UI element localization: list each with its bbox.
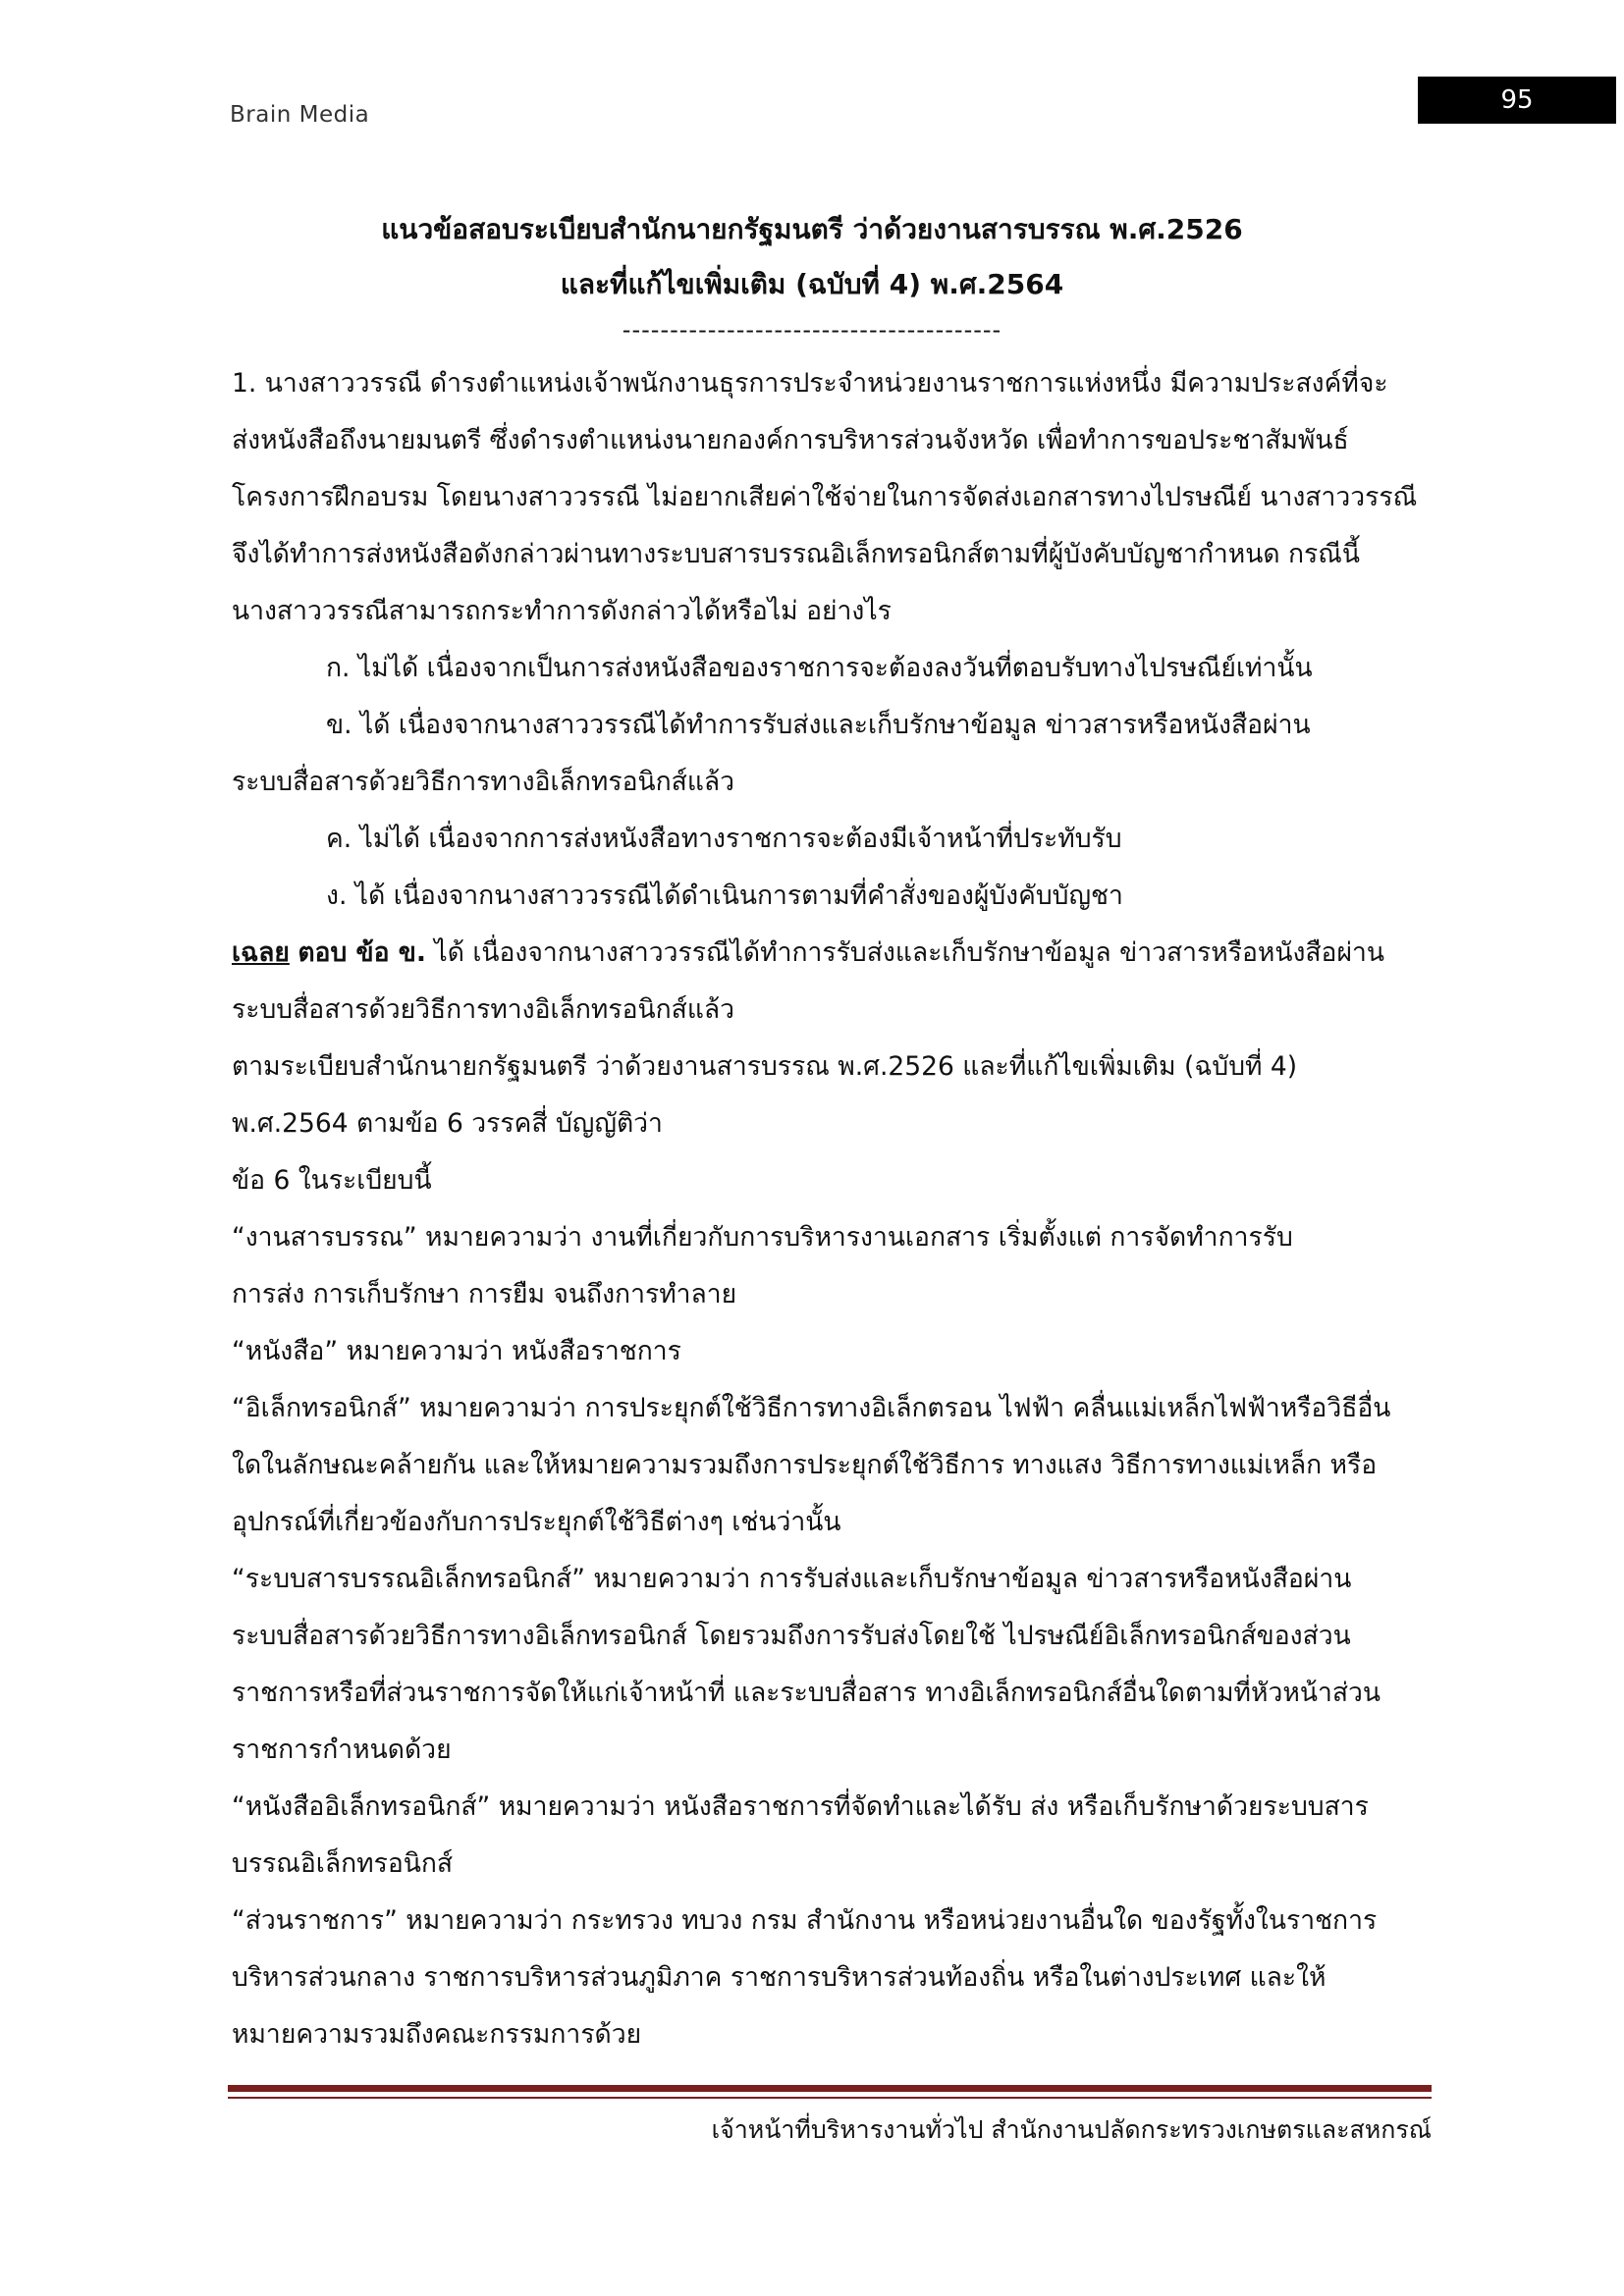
answer-text-line: ข้อ 6 ในระเบียบนี้ xyxy=(232,1165,432,1196)
answer-text-line: บริหารส่วนกลาง ราชการบริหารส่วนภูมิภาค ราชการบริหารส่วนท้องถิ่น หรือในต่างประเทศ และให้ xyxy=(232,1962,1326,1993)
answer-text-line: หมายความรวมถึงคณะกรรมการด้วย xyxy=(232,2019,642,2050)
answer-block xyxy=(232,925,1430,2063)
answer-text-line: “ส่วนราชการ” หมายความว่า กระทรวง ทบวง กรม สำนักงาน หรือหน่วยงานอื่นใด ของรัฐทั้งในราชการ xyxy=(232,1905,1378,1936)
option-c: ค. ไม่ได้ เนื่องจากการส่งหนังสือทางราชการจะต้องมีเจ้าหน้าที่ประทับรับ xyxy=(326,824,1122,854)
answer-text-line: “ระบบสารบรรณอิเล็กทรอนิกส์” หมายความว่า การรับส่งและเก็บรักษาข้อมูล ข่าวสารหรือหนังสือผ่าน xyxy=(232,1564,1352,1594)
answer-text-line: ตามระเบียบสำนักนายกรัฐมนตรี ว่าด้วยงานสารบรรณ พ.ศ.2526 และที่แก้ไขเพิ่มเติม (ฉบับที่ 4) xyxy=(232,1051,1298,1082)
answer-text-line: พ.ศ.2564 ตามข้อ 6 วรรคสี่ บัญญัติว่า xyxy=(232,1108,663,1139)
answer-label: เฉลย xyxy=(232,937,290,968)
page-number-badge xyxy=(1418,77,1616,124)
answer-key: ตอบ ข้อ ข. xyxy=(298,937,426,968)
footer-divider-thin xyxy=(228,2097,1432,2099)
answer-text-line: “หนังสืออิเล็กทรอนิกส์” หมายความว่า หนังสือราชการที่จัดทำและได้รับ ส่ง หรือเก็บรักษาด้วยระบบสาร xyxy=(232,1791,1369,1822)
title-separator: ---------------------------------------- xyxy=(622,316,1002,344)
question-line: จึงได้ทำการส่งหนังสือดังกล่าวผ่านทางระบบสารบรรณอิเล็กทรอนิกส์ตามที่ผู้บังคับบัญชากำหนด กรณีนี้ xyxy=(232,539,1360,569)
answer-text-line: “งานสารบรรณ” หมายความว่า งานที่เกี่ยวกับการบริหารงานเอกสาร เริ่มตั้งแต่ การจัดทำการรับ xyxy=(232,1222,1293,1253)
answer-line xyxy=(232,925,1430,982)
answer-text-line: “หนังสือ” หมายความว่า หนังสือราชการ xyxy=(232,1336,681,1366)
answer-text: ได้ เนื่องจากนางสาววรรณีได้ทำการรับส่งและเก็บรักษาข้อมูล ข่าวสารหรือหนังสือผ่าน xyxy=(425,937,1384,968)
option-d: ง. ได้ เนื่องจากนางสาววรรณีได้ดำเนินการตามที่คำสั่งของผู้บังคับบัญชา xyxy=(326,881,1123,911)
question-block xyxy=(232,355,1430,925)
answer-text-line: บรรณอิเล็กทรอนิกส์ xyxy=(232,1848,454,1879)
answer-text-line: “อิเล็กทรอนิกส์” หมายความว่า การประยุกต์ใช้วิธีการทางอิเล็กตรอน ไฟฟ้า คลื่นแม่เหล็กไฟฟ้าหรือวิธีอื่น xyxy=(232,1393,1391,1423)
question-line: 1. นางสาววรรณี ดำรงตำแหน่งเจ้าพนักงานธุรการประจำหน่วยงานราชการแห่งหนึ่ง มีความประสงค์ที่จะ xyxy=(232,368,1388,399)
page-number: 95 xyxy=(1500,85,1534,115)
answer-text-line: ระบบสื่อสารด้วยวิธีการทางอิเล็กทรอนิกส์แล้ว xyxy=(232,994,735,1025)
answer-text-line: การส่ง การเก็บรักษา การยืม จนถึงการทำลาย xyxy=(232,1279,737,1309)
answer-text-line: ราชการหรือที่ส่วนราชการจัดให้แก่เจ้าหน้าที่ และระบบสื่อสาร ทางอิเล็กทรอนิกส์อื่นใดตามที่หัวหน้าส่วน xyxy=(232,1678,1381,1708)
question-line: นางสาววรรณีสามารถกระทำการดังกล่าวได้หรือไม่ อย่างไร xyxy=(232,596,892,626)
footer-text: เจ้าหน้าที่บริหารงานทั่วไป สำนักงานปลัดกระทรวงเกษตรและสหกรณ์ xyxy=(711,2115,1432,2144)
answer-text-line: ระบบสื่อสารด้วยวิธีการทางอิเล็กทรอนิกส์ โดยรวมถึงการรับส่งโดยใช้ ไปรษณีย์อิเล็กทรอนิกส์ของส่วน xyxy=(232,1621,1351,1651)
answer-text-line: ราชการกำหนดด้วย xyxy=(232,1735,452,1765)
answer-text-line: ใดในลักษณะคล้ายกัน และให้หมายความรวมถึงการประยุกต์ใช้วิธีการ ทางแสง วิธีการทางแม่เหล็ก หรือ xyxy=(232,1450,1378,1480)
footer-divider-thick xyxy=(228,2085,1432,2092)
brand-label: Brain Media xyxy=(230,102,370,128)
option-b-continued: ระบบสื่อสารด้วยวิธีการทางอิเล็กทรอนิกส์แล้ว xyxy=(232,767,735,797)
question-line: โครงการฝึกอบรม โดยนางสาววรรณี ไม่อยากเสียค่าใช้จ่ายในการจัดส่งเอกสารทางไปรษณีย์ นางสาววรรณี xyxy=(232,482,1418,512)
option-a: ก. ไม่ได้ เนื่องจากเป็นการส่งหนังสือของราชการจะต้องลงวันที่ตอบรับทางไปรษณีย์เท่านั้น xyxy=(326,653,1313,683)
question-line: ส่งหนังสือถึงนายมนตรี ซึ่งดำรงตำแหน่งนายกองค์การบริหารส่วนจังหวัด เพื่อทำการขอประชาสัมพันธ์ xyxy=(232,425,1349,455)
answer-text-line: อุปกรณ์ที่เกี่ยวข้องกับการประยุกต์ใช้วิธีต่างๆ เช่นว่านั้น xyxy=(232,1507,841,1537)
document-body xyxy=(232,355,1430,2063)
option-b: ข. ได้ เนื่องจากนางสาววรรณีได้ทำการรับส่งและเก็บรักษาข้อมูล ข่าวสารหรือหนังสือผ่าน xyxy=(326,710,1311,740)
document-title-line-2: และที่แก้ไขเพิ่มเติม (ฉบับที่ 4) พ.ศ.2564 xyxy=(560,268,1064,300)
document-title-line-1: แนวข้อสอบระเบียบสำนักนายกรัฐมนตรี ว่าด้วยงานสารบรรณ พ.ศ.2526 xyxy=(381,213,1243,245)
